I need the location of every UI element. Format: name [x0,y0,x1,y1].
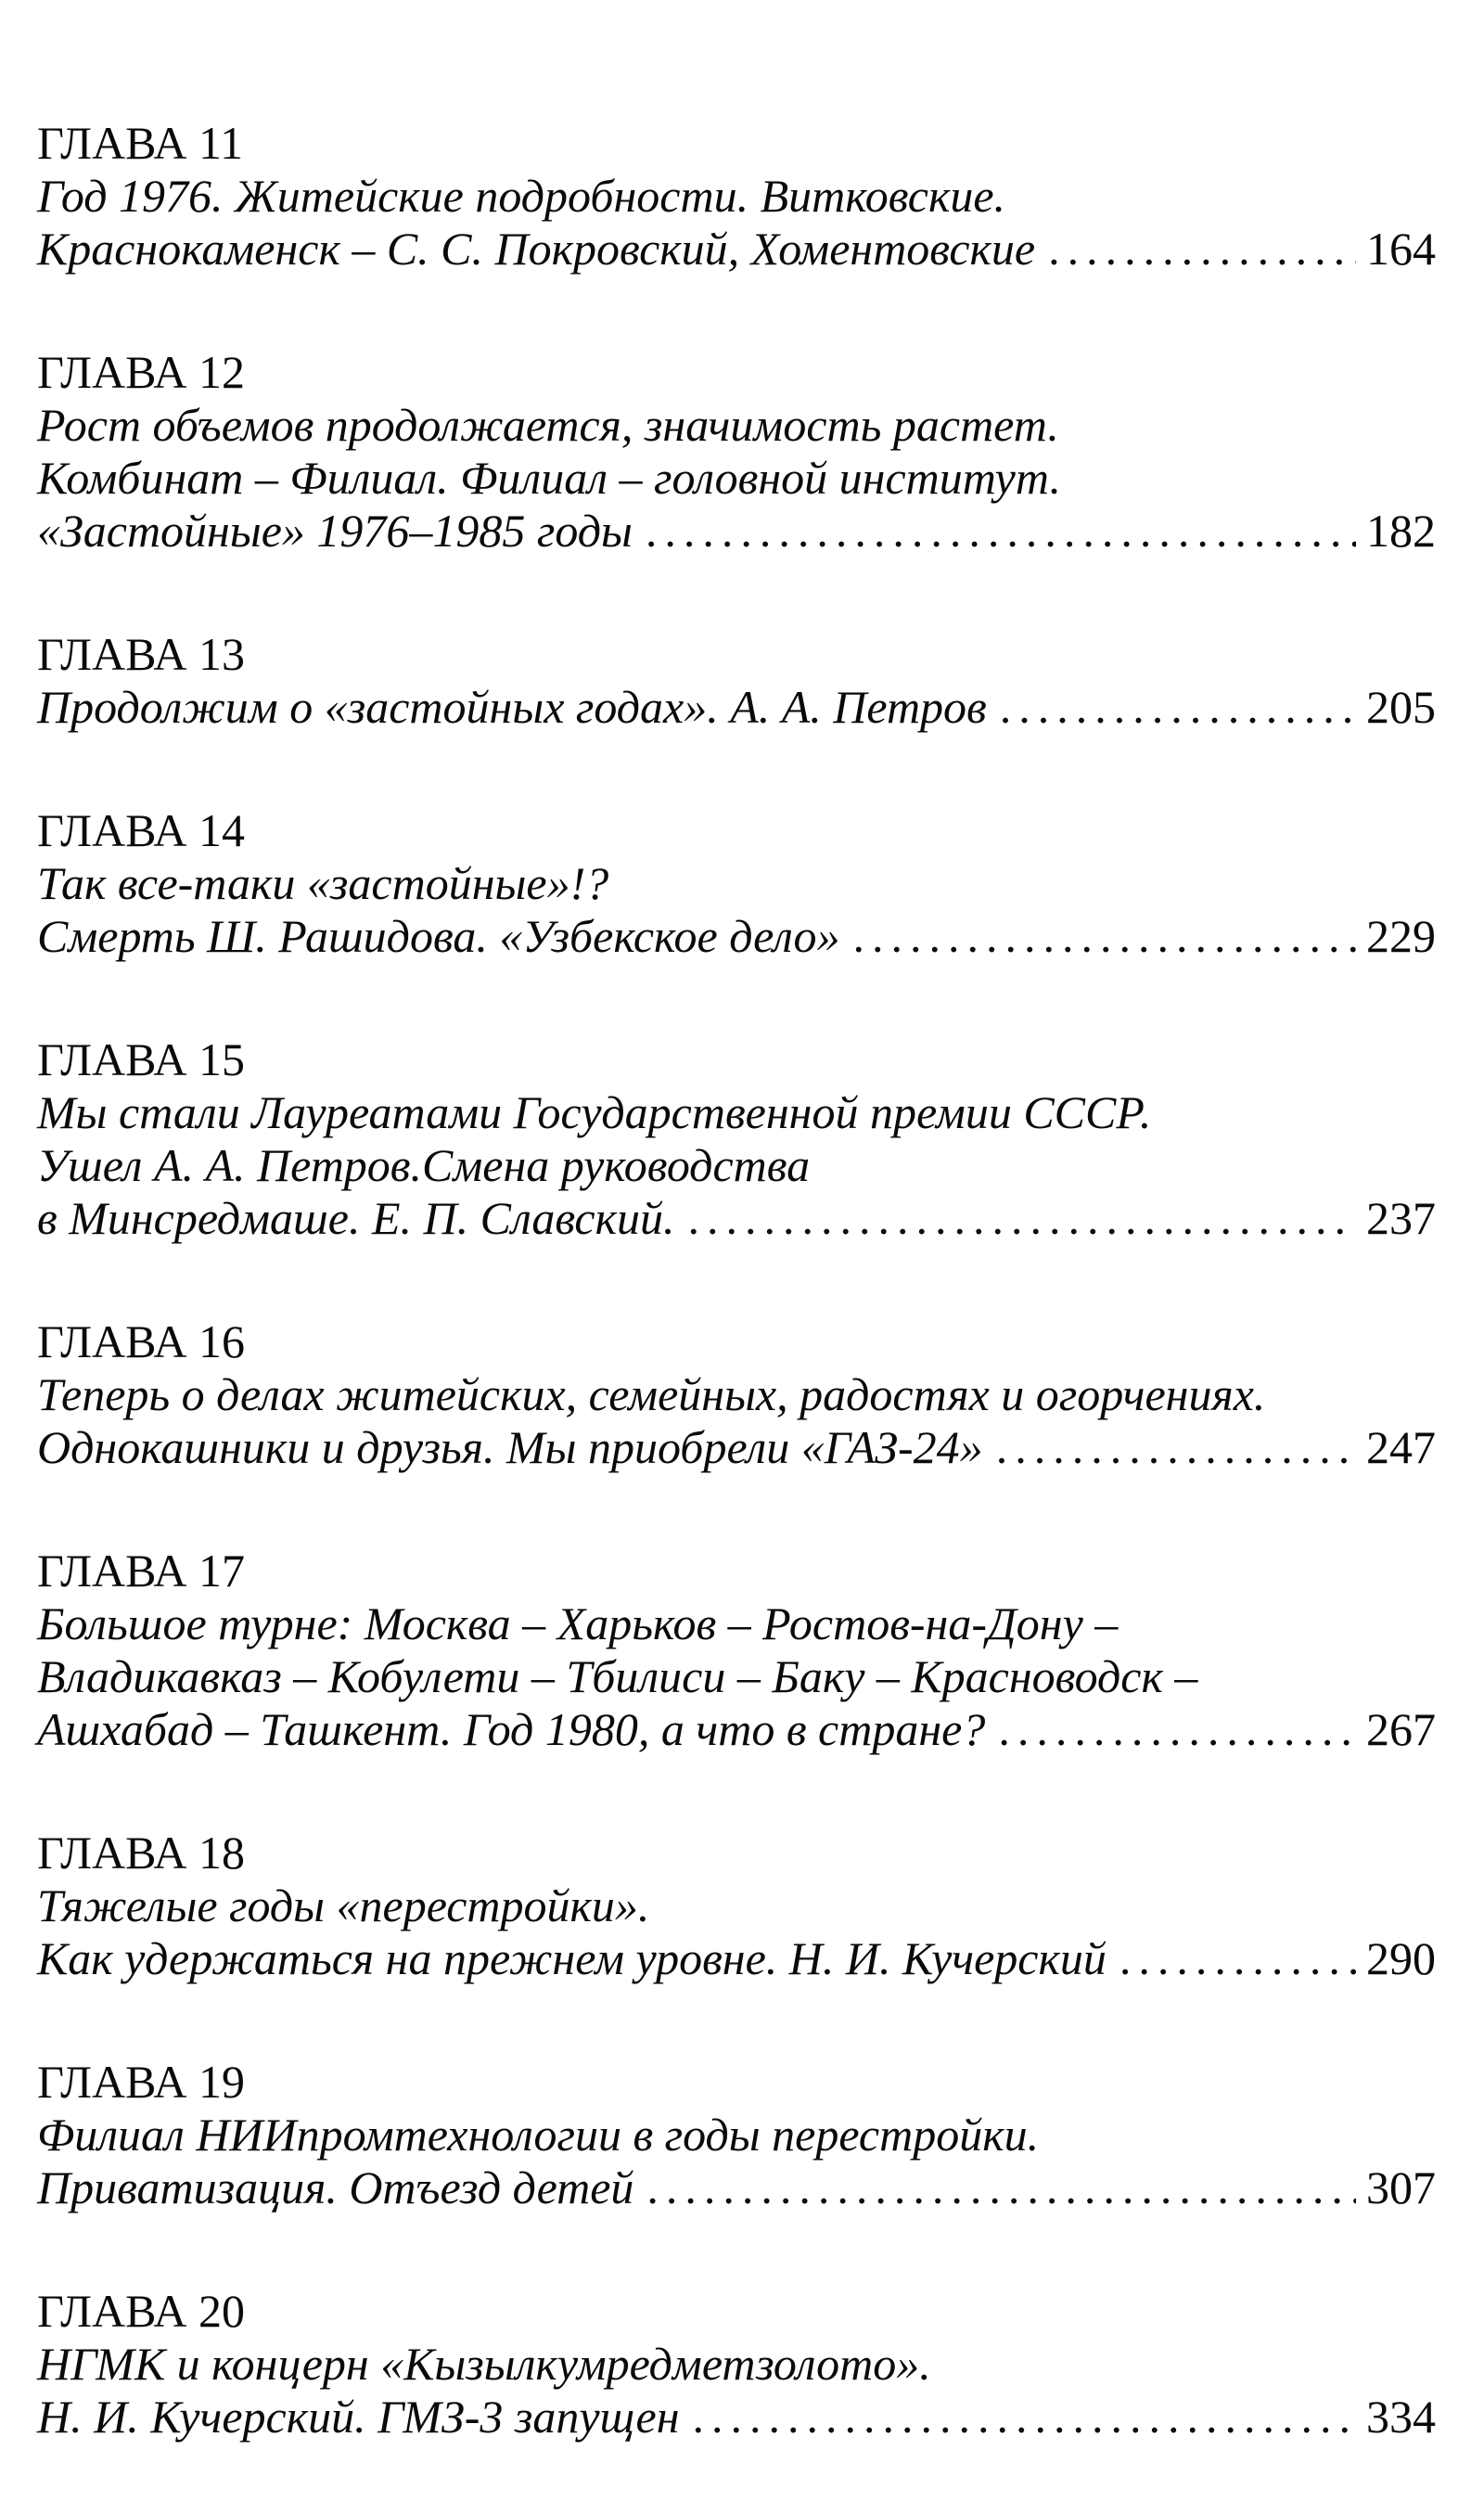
entry-last-line [37,505,1436,558]
chapter-heading: ГЛАВА 13 [37,628,245,680]
page-number: 205 [1366,681,1436,733]
toc-entry [37,346,1436,558]
entry-line: Тяжелые годы «перестройки». [37,1879,650,1931]
toc-entry [37,117,1436,276]
dot-leader [646,505,1356,558]
entry-last-line [37,1703,1436,1756]
entry-last-line [37,1932,1436,1985]
dot-leader [1000,681,1356,734]
entry-line: Теперь о делах житейских, семейных, радостях и огорчениях. [37,1368,1266,1420]
dot-leader [1119,1932,1356,1985]
dot-leader [687,1192,1356,1245]
page-number: 229 [1366,910,1436,962]
chapter-heading: ГЛАВА 11 [37,117,244,169]
toc-entry [37,2056,1436,2214]
toc-entry [37,804,1436,963]
entry-tail-text: Смерть Ш. Рашидова. «Узбекское дело» [37,910,840,962]
chapter-heading: ГЛАВА 14 [37,804,245,856]
toc-entry [37,1315,1436,1474]
toc-entry [37,1545,1436,1756]
entry-tail-text: Как удержаться на прежнем уровне. Н. И. Кучерский [37,1932,1107,1984]
page-number: 164 [1366,223,1436,275]
entry-last-line [37,910,1436,963]
entry-last-line [37,2161,1436,2214]
dot-leader [998,1703,1356,1756]
dot-leader [1048,223,1356,276]
toc-entry [37,1033,1436,1245]
page-number: 290 [1366,1932,1436,1984]
entry-last-line [37,223,1436,276]
entry-line: Ушел А. А. Петров.Смена руководства [37,1139,811,1191]
chapter-heading: ГЛАВА 12 [37,346,245,398]
entry-tail-text: Краснокаменск – С. С. Покровский, Хоментовские [37,223,1036,275]
page-number: 307 [1366,2161,1436,2213]
entry-line: НГМК и концерн «Кызылкумредметзолото». [37,2338,931,2390]
page-number: 334 [1366,2391,1436,2443]
dot-leader [646,2161,1356,2214]
entry-last-line [37,2391,1436,2443]
dot-leader [852,910,1356,963]
chapter-heading: ГЛАВА 18 [37,1827,245,1879]
entry-tail-text: Ашхабад – Ташкент. Год 1980, а что в стране? [37,1703,986,1755]
toc-entry [37,1827,1436,1985]
chapter-heading: ГЛАВА 17 [37,1545,245,1597]
entry-line: Филиал НИИпромтехнологии в годы перестройки. [37,2109,1040,2161]
entry-tail-text: Однокашники и друзья. Мы приобрели «ГАЗ-24» [37,1421,983,1473]
toc-page [37,117,1436,2514]
entry-line: Владикавказ – Кобулети – Тбилиси – Баку – Красноводск – [37,1650,1198,1702]
page-number: 247 [1366,1421,1436,1473]
entry-tail-text: «Застойные» 1976–1985 годы [37,505,633,557]
entry-last-line [37,1421,1436,1474]
page-number: 237 [1366,1192,1436,1244]
dot-leader [693,2391,1356,2443]
chapter-heading: ГЛАВА 15 [37,1033,245,1085]
page-number: 182 [1366,505,1436,557]
page-number: 267 [1366,1703,1436,1755]
entry-line: Комбинат – Филиал. Филиал – головной институт. [37,452,1062,504]
chapter-heading: ГЛАВА 16 [37,1315,245,1367]
chapter-heading: ГЛАВА 19 [37,2056,245,2108]
entry-line: Мы стали Лауреатами Государственной премии СССР. [37,1086,1152,1138]
entry-line: Год 1976. Житейские подробности. Витковские. [37,170,1006,222]
entry-line: Рост объемов продолжается, значимость растет. [37,399,1059,451]
toc-entry [37,2285,1436,2443]
entry-tail-text: Приватизация. Отъезд детей [37,2161,634,2213]
entry-line: Большое турне: Москва – Харьков – Ростов-на-Дону – [37,1597,1119,1649]
dot-leader [996,1421,1356,1474]
entry-line: Так все-таки «застойные»!? [37,857,609,909]
entry-tail-text: Продолжим о «застойных годах». А. А. Петров [37,681,987,733]
entry-last-line [37,681,1436,734]
entry-tail-text: в Минсредмаше. Е. П. Славский. [37,1192,675,1244]
entry-tail-text: Н. И. Кучерский. ГМЗ-3 запущен [37,2391,680,2443]
chapter-heading: ГЛАВА 20 [37,2285,245,2337]
entry-last-line [37,1192,1436,1245]
toc-entry [37,628,1436,734]
